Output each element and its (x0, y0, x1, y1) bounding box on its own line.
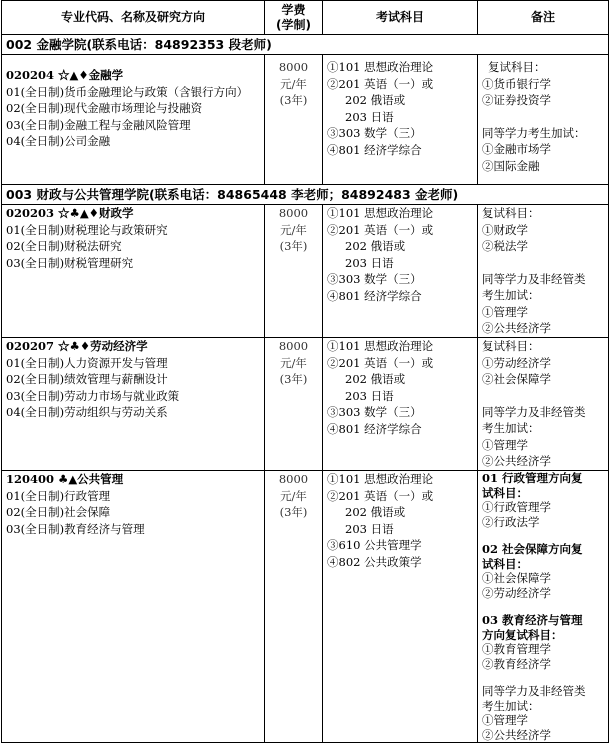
college-title: 002 金融学院(联系电话：84892353 段老师) (2, 35, 609, 55)
college-title: 003 财政与公共管理学院(联系电话：84865448 李老师；84892483 金老师) (2, 185, 609, 205)
fee-cell: 8000 元/年 (3年) (265, 471, 323, 743)
admissions-table (1, 0, 609, 743)
major-row (2, 55, 609, 185)
major-row (2, 471, 609, 743)
direction: 01(全日制)货币金融理论与政策（含银行方向） (6, 84, 249, 99)
header-fee: 学费 (学制) (265, 1, 323, 35)
major-row (2, 205, 609, 338)
major-code-name: 020203 ☆♣▲♦财政学 (6, 206, 134, 220)
direction: 01(全日制)行政管理 (6, 488, 111, 503)
major-code-name: 120400 ♣▲公共管理 (6, 472, 124, 486)
major-cell (2, 338, 265, 471)
notes-cell: 复试科目： ①劳动经济学 ②社会保障学 同等学力及非经管类 考生加试： ①管理学 ②公共经济学 (478, 338, 609, 471)
major-cell (2, 471, 265, 743)
major-cell (2, 55, 265, 185)
exam-cell: ①101 思想政治理论 ②201 英语（一）或 202 俄语或 203 日语 ③610 公共管理学 ④802 公共政策学 (323, 471, 478, 743)
direction: 01(全日制)财税理论与政策研究 (6, 222, 168, 237)
direction: 02(全日制)现代金融市场理论与投融资 (6, 101, 203, 115)
major-code-name: 020204 ☆▲♦金融学 (6, 68, 124, 82)
direction: 02(全日制)绩效管理与薪酬设计 (6, 372, 168, 386)
header-major: 专业代码、名称及研究方向 (2, 1, 265, 35)
exam-cell: ①101 思想政治理论 ②201 英语（一）或 202 俄语或 203 日语 ③303 数学（三） ④801 经济学综合 (323, 338, 478, 471)
direction: 03(全日制)劳动力市场与就业政策 (6, 388, 180, 403)
exam-cell: ①101 思想政治理论 ②201 英语（一）或 202 俄语或 203 日语 ③303 数学（三） ④801 经济学综合 (323, 55, 478, 185)
notes-cell: 01 行政管理方向复 试科目： ①行政管理学 ②行政法学 02 社会保障方向复 试科目： ①社会保障学 ②劳动经济学 03 教育经济与管理 方向复试科目： ①教育管理学 ②教育经济学 同等学力及非经管类 考生加试： ①管理学 ②公共经济学 (478, 471, 609, 743)
direction: 04(全日制)公司金融 (6, 134, 111, 148)
direction: 03(全日制)教育经济与管理 (6, 521, 145, 536)
header-exams: 考试科目 (323, 1, 478, 35)
fee-cell: 8000 元/年 (3年) (265, 338, 323, 471)
college-row (2, 35, 609, 55)
table-header-row (2, 1, 609, 35)
fee-cell: 8000 元/年 (3年) (265, 205, 323, 338)
header-notes: 备注 (478, 1, 609, 35)
direction: 02(全日制)社会保障 (6, 505, 111, 519)
fee-cell: 8000 元/年 (3年) (265, 55, 323, 185)
notes-cell: 复试科目： ①货币银行学 ②证券投资学 同等学力考生加试： ①金融市场学 ②国际金融 (478, 55, 609, 185)
major-code-name: 020207 ☆♣♦劳动经济学 (6, 339, 148, 353)
exam-cell: ①101 思想政治理论 ②201 英语（一）或 202 俄语或 203 日语 ③303 数学（三） ④801 经济学综合 (323, 205, 478, 338)
direction: 04(全日制)劳动组织与劳动关系 (6, 405, 168, 419)
major-cell (2, 205, 265, 338)
direction: 01(全日制)人力资源开发与管理 (6, 355, 168, 370)
notes-cell: 复试科目： ①财政学 ②税法学 同等学力及非经管类 考生加试： ①管理学 ②公共经济学 (478, 205, 609, 338)
direction: 03(全日制)财税管理研究 (6, 255, 134, 270)
direction: 02(全日制)财税法研究 (6, 239, 122, 253)
direction: 03(全日制)金融工程与金融风险管理 (6, 117, 191, 132)
college-row (2, 185, 609, 205)
major-row (2, 338, 609, 471)
